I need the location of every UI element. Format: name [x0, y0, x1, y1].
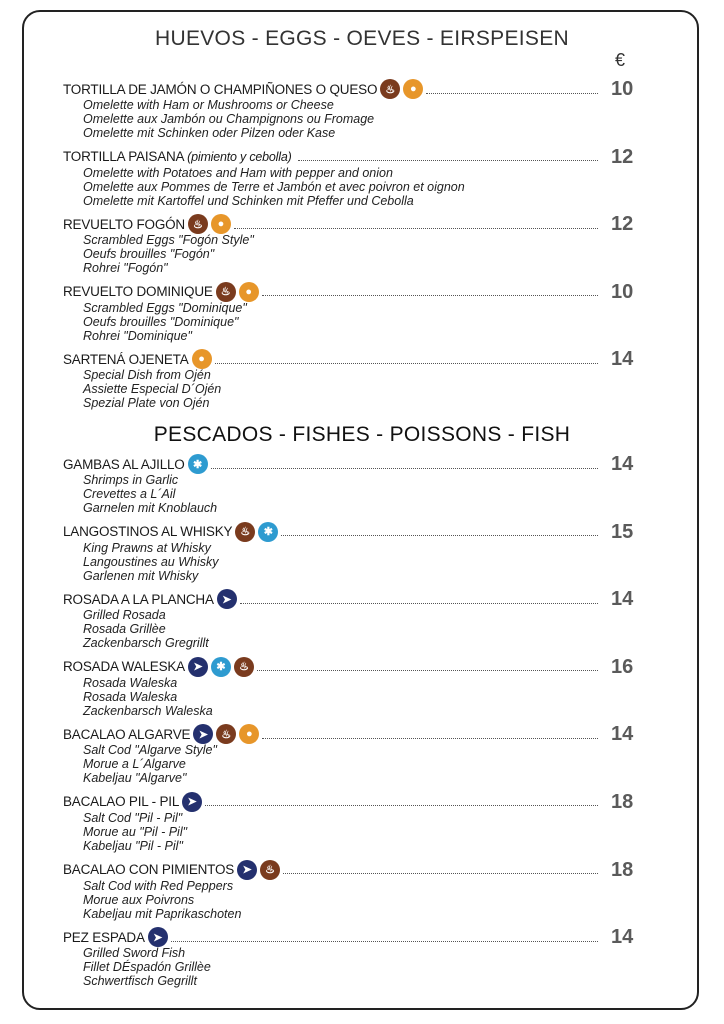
item-price: 10	[611, 280, 634, 303]
leader-dots	[205, 805, 598, 806]
item-name: BACALAO ALGARVE	[63, 726, 191, 742]
crustacean-icon: ✱	[188, 454, 208, 474]
fish-icon: ➤	[193, 724, 213, 744]
menu-item	[63, 215, 653, 283]
section-title-fish: PESCADOS - FISHES - POISSONS - FISH	[153, 423, 571, 446]
item-description: Langoustines au Whisky	[83, 554, 219, 569]
item-price: 12	[611, 213, 634, 236]
item-description: Rohrei "Fogón"	[83, 261, 168, 276]
menu-item	[63, 590, 653, 658]
item-description: Crevettes a L´Ail	[83, 487, 176, 501]
item-description: Rosada Grillèe	[83, 622, 166, 637]
crustacean-icon: ✱	[258, 522, 278, 542]
item-description: Rohrei "Dominique"	[83, 328, 192, 343]
item-description: Oeufs brouilles "Dominique"	[83, 314, 239, 329]
item-description: Omelette with Potatoes and Ham with pepper and onion	[83, 165, 393, 180]
item-description: Kabeljau "Pil - Pil"	[83, 838, 183, 853]
milk-jug-icon: ♨	[380, 79, 400, 99]
section-title-eggs: HUEVOS - EGGS - OEVES - EIRSPEISEN	[155, 27, 569, 50]
crustacean-icon: ✱	[211, 657, 231, 677]
menu-item	[63, 520, 653, 591]
milk-jug-icon: ♨	[188, 214, 208, 234]
item-description: Rosada Waleska	[83, 675, 178, 690]
egg-icon: ●	[239, 724, 259, 744]
fish-icon: ➤	[188, 657, 208, 677]
item-description: Salt Cod "Algarve Style"	[83, 743, 217, 758]
item-name: PEZ ESPADA	[63, 929, 145, 945]
item-description: Kabeljau mit Paprikaschoten	[83, 906, 242, 921]
item-description: Garlenen mit Whisky	[83, 568, 199, 583]
milk-jug-icon: ♨	[234, 657, 254, 677]
item-description: Assiette Especial D´Ojén	[83, 382, 222, 397]
item-description: Omelette with Ham or Mushrooms or Cheese	[83, 98, 334, 112]
leader-dots	[262, 738, 598, 739]
leader-dots	[257, 670, 598, 671]
item-name: REVUELTO DOMINIQUE	[63, 284, 213, 300]
egg-icon: ●	[211, 214, 231, 234]
item-description: Scrambled Eggs "Fogón Style"	[83, 233, 254, 248]
leader-dots	[281, 535, 598, 536]
leader-dots	[171, 941, 598, 942]
menu-item	[63, 80, 653, 148]
egg-icon: ●	[239, 282, 259, 302]
menu-item	[63, 280, 653, 351]
item-name: SARTENÁ OJENETA	[63, 351, 189, 367]
item-name: REVUELTO FOGÓN	[63, 216, 185, 232]
item-name: TORTILLA PAISANA (pimiento y cebolla)	[63, 149, 292, 165]
fish-icon: ➤	[182, 792, 202, 812]
leader-dots	[211, 468, 598, 469]
fish-list	[63, 455, 653, 996]
item-description: Zackenbarsch Gregrillt	[83, 636, 209, 651]
leader-dots	[215, 363, 598, 364]
menu-item	[63, 350, 653, 418]
item-price: 14	[611, 926, 634, 949]
item-price: 14	[611, 723, 634, 746]
item-description: Grilled Sword Fish	[83, 946, 186, 961]
item-price: 18	[611, 858, 634, 881]
item-description: Special Dish from Ojén	[83, 368, 211, 383]
item-name: ROSADA A LA PLANCHA	[63, 591, 214, 607]
item-description: Scrambled Eggs "Dominique"	[83, 300, 247, 315]
item-description: King Prawns at Whisky	[83, 540, 211, 555]
item-description: Salt Cod with Red Peppers	[83, 878, 234, 893]
item-description: Garnelen mit Knoblauch	[83, 501, 218, 515]
item-description: Omelette mit Schinken oder Pilzen oder Kase	[83, 126, 336, 140]
item-price: 15	[611, 520, 634, 543]
item-price: 12	[611, 145, 634, 168]
item-name: GAMBAS AL AJILLO	[63, 456, 185, 472]
item-description: Rosada Waleska	[83, 689, 178, 704]
leader-dots	[262, 295, 598, 296]
milk-jug-icon: ♨	[260, 860, 280, 880]
item-name: ROSADA WALESKA	[63, 659, 185, 675]
item-description: Oeufs brouilles "Fogón"	[83, 247, 215, 262]
leader-dots	[298, 160, 598, 161]
fish-icon: ➤	[148, 927, 168, 947]
item-description: Kabeljau "Algarve"	[83, 771, 187, 786]
item-name: BACALAO PIL - PIL	[63, 794, 180, 810]
item-note: (pimiento y cebolla)	[187, 150, 292, 165]
item-description: Grilled Rosada	[83, 608, 166, 623]
menu-item	[63, 145, 653, 216]
leader-dots	[234, 228, 598, 229]
milk-jug-icon: ♨	[235, 522, 255, 542]
item-description: Salt Cod "Pil - Pil"	[83, 810, 183, 825]
milk-jug-icon: ♨	[216, 282, 236, 302]
item-description: Schwertfisch Gegrillt	[83, 974, 197, 989]
item-price: 18	[611, 790, 634, 813]
fish-icon: ➤	[237, 860, 257, 880]
item-description: Morue a L´Algarve	[83, 757, 186, 772]
menu-item	[63, 790, 653, 861]
egg-icon: ●	[192, 349, 212, 369]
egg-icon: ●	[403, 79, 423, 99]
item-price: 14	[611, 453, 634, 475]
eggs-list	[63, 80, 653, 418]
leader-dots	[426, 93, 598, 94]
menu-item	[63, 455, 653, 523]
item-description: Fillet DÉspadón Grillèe	[83, 960, 211, 975]
item-description: Spezial Plate von Ojén	[83, 396, 210, 411]
menu-item	[63, 858, 653, 929]
menu-item	[63, 725, 653, 793]
menu-item	[63, 655, 653, 726]
menu-item	[63, 928, 653, 996]
currency-symbol: €	[615, 50, 626, 70]
item-description: Shrimps in Garlic	[83, 473, 179, 487]
fish-icon: ➤	[217, 589, 237, 609]
item-price: 14	[611, 348, 634, 371]
item-description: Omelette aux Pommes de Terre et Jambón et avec poivron et oignon	[83, 179, 465, 194]
item-name: LANGOSTINOS AL WHISKY	[63, 524, 233, 540]
item-description: Morue au "Pil - Pil"	[83, 824, 188, 839]
milk-jug-icon: ♨	[216, 724, 236, 744]
item-description: Zackenbarsch Waleska	[83, 703, 213, 718]
item-price: 10	[611, 78, 634, 100]
item-description: Omelette mit Kartoffel und Schinken mit Pfeffer und Cebolla	[83, 193, 414, 208]
item-name: TORTILLA DE JAMÓN O CHAMPIÑONES O QUESO	[63, 81, 378, 97]
item-description: Morue aux Poivrons	[83, 892, 195, 907]
item-name: BACALAO CON PIMIENTOS	[63, 862, 235, 878]
leader-dots	[240, 603, 598, 604]
leader-dots	[283, 873, 598, 874]
item-price: 16	[611, 655, 634, 678]
item-description: Omelette aux Jambón ou Champignons ou Fromage	[83, 112, 375, 126]
item-price: 14	[611, 588, 634, 611]
